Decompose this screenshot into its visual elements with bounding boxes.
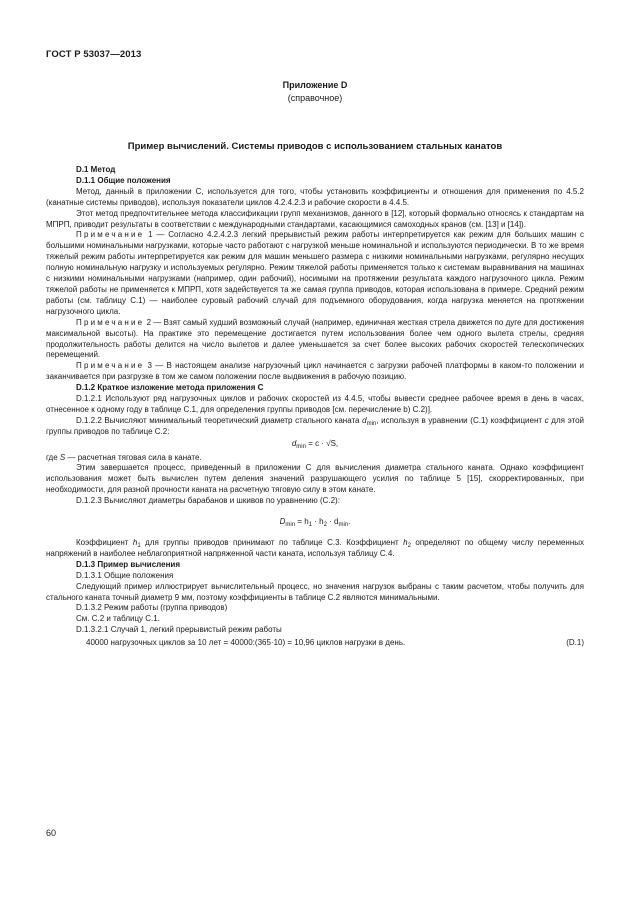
note-label: Примечание (76, 230, 145, 240)
note-label: Примечание (76, 361, 145, 371)
paragraph: Метод, данный в приложении С, используется для того, чтобы установить коэффициенты и отношения для применения по 4.5.2 (канатные системы приводов), используя показатели циклов 4.2.4.2.3 и рабочие скорости в 4.4.5. (46, 186, 584, 207)
note-text: 2 — Взят самый худший возможный случай (например, единичная жесткая стрела движется по дуге для достижения максимальной высоты). На практике это перемещение достигается путем использования более чем одного вылета стрелы, средняя продолжительность работы делится на число вылетов и далее уменьшается за счет более высоких рабочих скоростей телескопических перемещений. (46, 317, 584, 360)
heading-d12: D.1.2 Краткое изложение метода приложения С (76, 383, 264, 393)
note-text: 1 — Согласно 4.2.4.2.3 легкий прерывистый режим работы интерпретируется как режим для больших машин с большими номинальными нагрузками, которые часто работают с нагрузкой меньше номинальной и используются периодически. В то же время тяжелый режим работы интерпретируется как режим для машин меньшего размера с низкими номинальными нагрузками, регулярно несущих полную номинальную нагрузку и используемых регулярно. Режим тяжелой работы применяется только к системам выравнивания на машинах с низкими номинальными нагрузками (например, один рабочий), носимыми на протяжении результата каждого нагрузочного цикла. Режим тяжелой работы не применяется к МПРП, хотя задействуется та же самая группа приводов, которая использована в примере. Средний режим работы (см. таблицу С.1) — наиболее суровый рабочий случай для подъемного оборудования, когда нагрузка меняется на протяжении нагрузочного цикла. (46, 230, 584, 316)
note-text: 3 — В настоящем анализе нагрузочный цикл начинается с загрузки рабочей платформы в каком-то положении и заканчивается при разгрузке в том же самом положении после выдвижения в рабочую позицию. (46, 361, 584, 382)
equation-number: (D.1) (566, 638, 584, 648)
heading-d1: D.1 Метод (76, 165, 116, 174)
note-1 (46, 230, 584, 317)
standard-header: ГОСТ Р 53037—2013 (46, 49, 142, 60)
note-3 (46, 361, 584, 383)
paragraph: См. С.2 и таблицу С.1. (76, 614, 160, 624)
paragraph: D.1.2.2 Вычисляют минимальный теоретический диаметр стального каната $d_{min}$, используя в уравнении (С.1) коэффициент c для этой группы приводов по таблице С.2: (46, 415, 584, 436)
annex-title: Приложение D (282, 80, 348, 90)
paragraph: D.1.2.1 Используют ряд нагрузочных циклов и рабочих скоростей из 4.4.5, чтобы вывести среднее рабочее время в день в часах, отнесенное к одному году в таблице С.1, для определения группы приводов [см. перечисление b) С.2)]. (46, 394, 584, 414)
page-number: 60 (46, 828, 57, 838)
paragraph: Следующий пример иллюстрирует вычислительный процесс, но значения нагрузок выбраны с таким расчетом, чтобы получить для стального каната точный диаметр 9 мм, поэтому коэффициенты в таблице С.2 являются минимальными. (46, 581, 584, 602)
note-2 (46, 318, 584, 362)
subheading: D.1.3.1 Общие положения (76, 570, 174, 580)
equation-text: 40000 нагрузочных циклов за 10 лет = 40000:(365·10) = 10,96 циклов нагрузки в день. (86, 638, 406, 648)
paragraph: D.1.2.3 Вычисляют диаметры барабанов и шкивов по уравнению (С.2): (76, 496, 340, 506)
note-label: Примечание (76, 317, 145, 327)
annex-subtitle: (справочное) (287, 93, 343, 103)
heading-d13: D.1.3 Пример вычисления (76, 559, 180, 569)
paragraph: Коэффициент $h_1$ для группы приводов принимают по таблице С.3. Коэффициент $h_2$ определяют по общему числу переменных напряжений в наиболее неблагоприятной напряженной части каната, используя таблицу С.4. (46, 538, 584, 558)
equation-d1 (46, 638, 584, 649)
paragraph: Этот метод предпочтительнее метода классификации групп механизмов, данного в [12], который формально относясь к стандартам на МПРП, приводит результаты в соответствии с международными стандартами, касающимися самоходных кранов (см. [13] и [14]). (46, 208, 584, 229)
subheading: D.1.3.2 Режим работы (группа приводов) (76, 603, 228, 613)
heading-d11: D.1.1 Общие положения (76, 175, 171, 185)
formula-c2: $D_{min} = h_1 \cdot h_2 \cdot d_{min}$. (279, 517, 351, 529)
paragraph: Этим завершается процесс, приведенный в приложении С для вычисления диаметра стального каната. Однако коэффициент использования может быть вычислен путем деления значений разрушающего усилия по таблице 5 [15], скорректированных, при необходимости, для разной прочности каната на расчетную тяговую силу в этом канате. (46, 463, 584, 495)
section-title: Пример вычислений. Системы приводов с использованием стальных канатов (127, 141, 503, 152)
where-line: где S — расчетная тяговая сила в канате. (46, 452, 202, 462)
formula-c1: $d_{min} = c \cdot √S$, (291, 438, 339, 450)
document-body (46, 165, 584, 649)
subheading: D.1.3.2.1 Случай 1, легкий прерывистый режим работы (76, 625, 282, 635)
